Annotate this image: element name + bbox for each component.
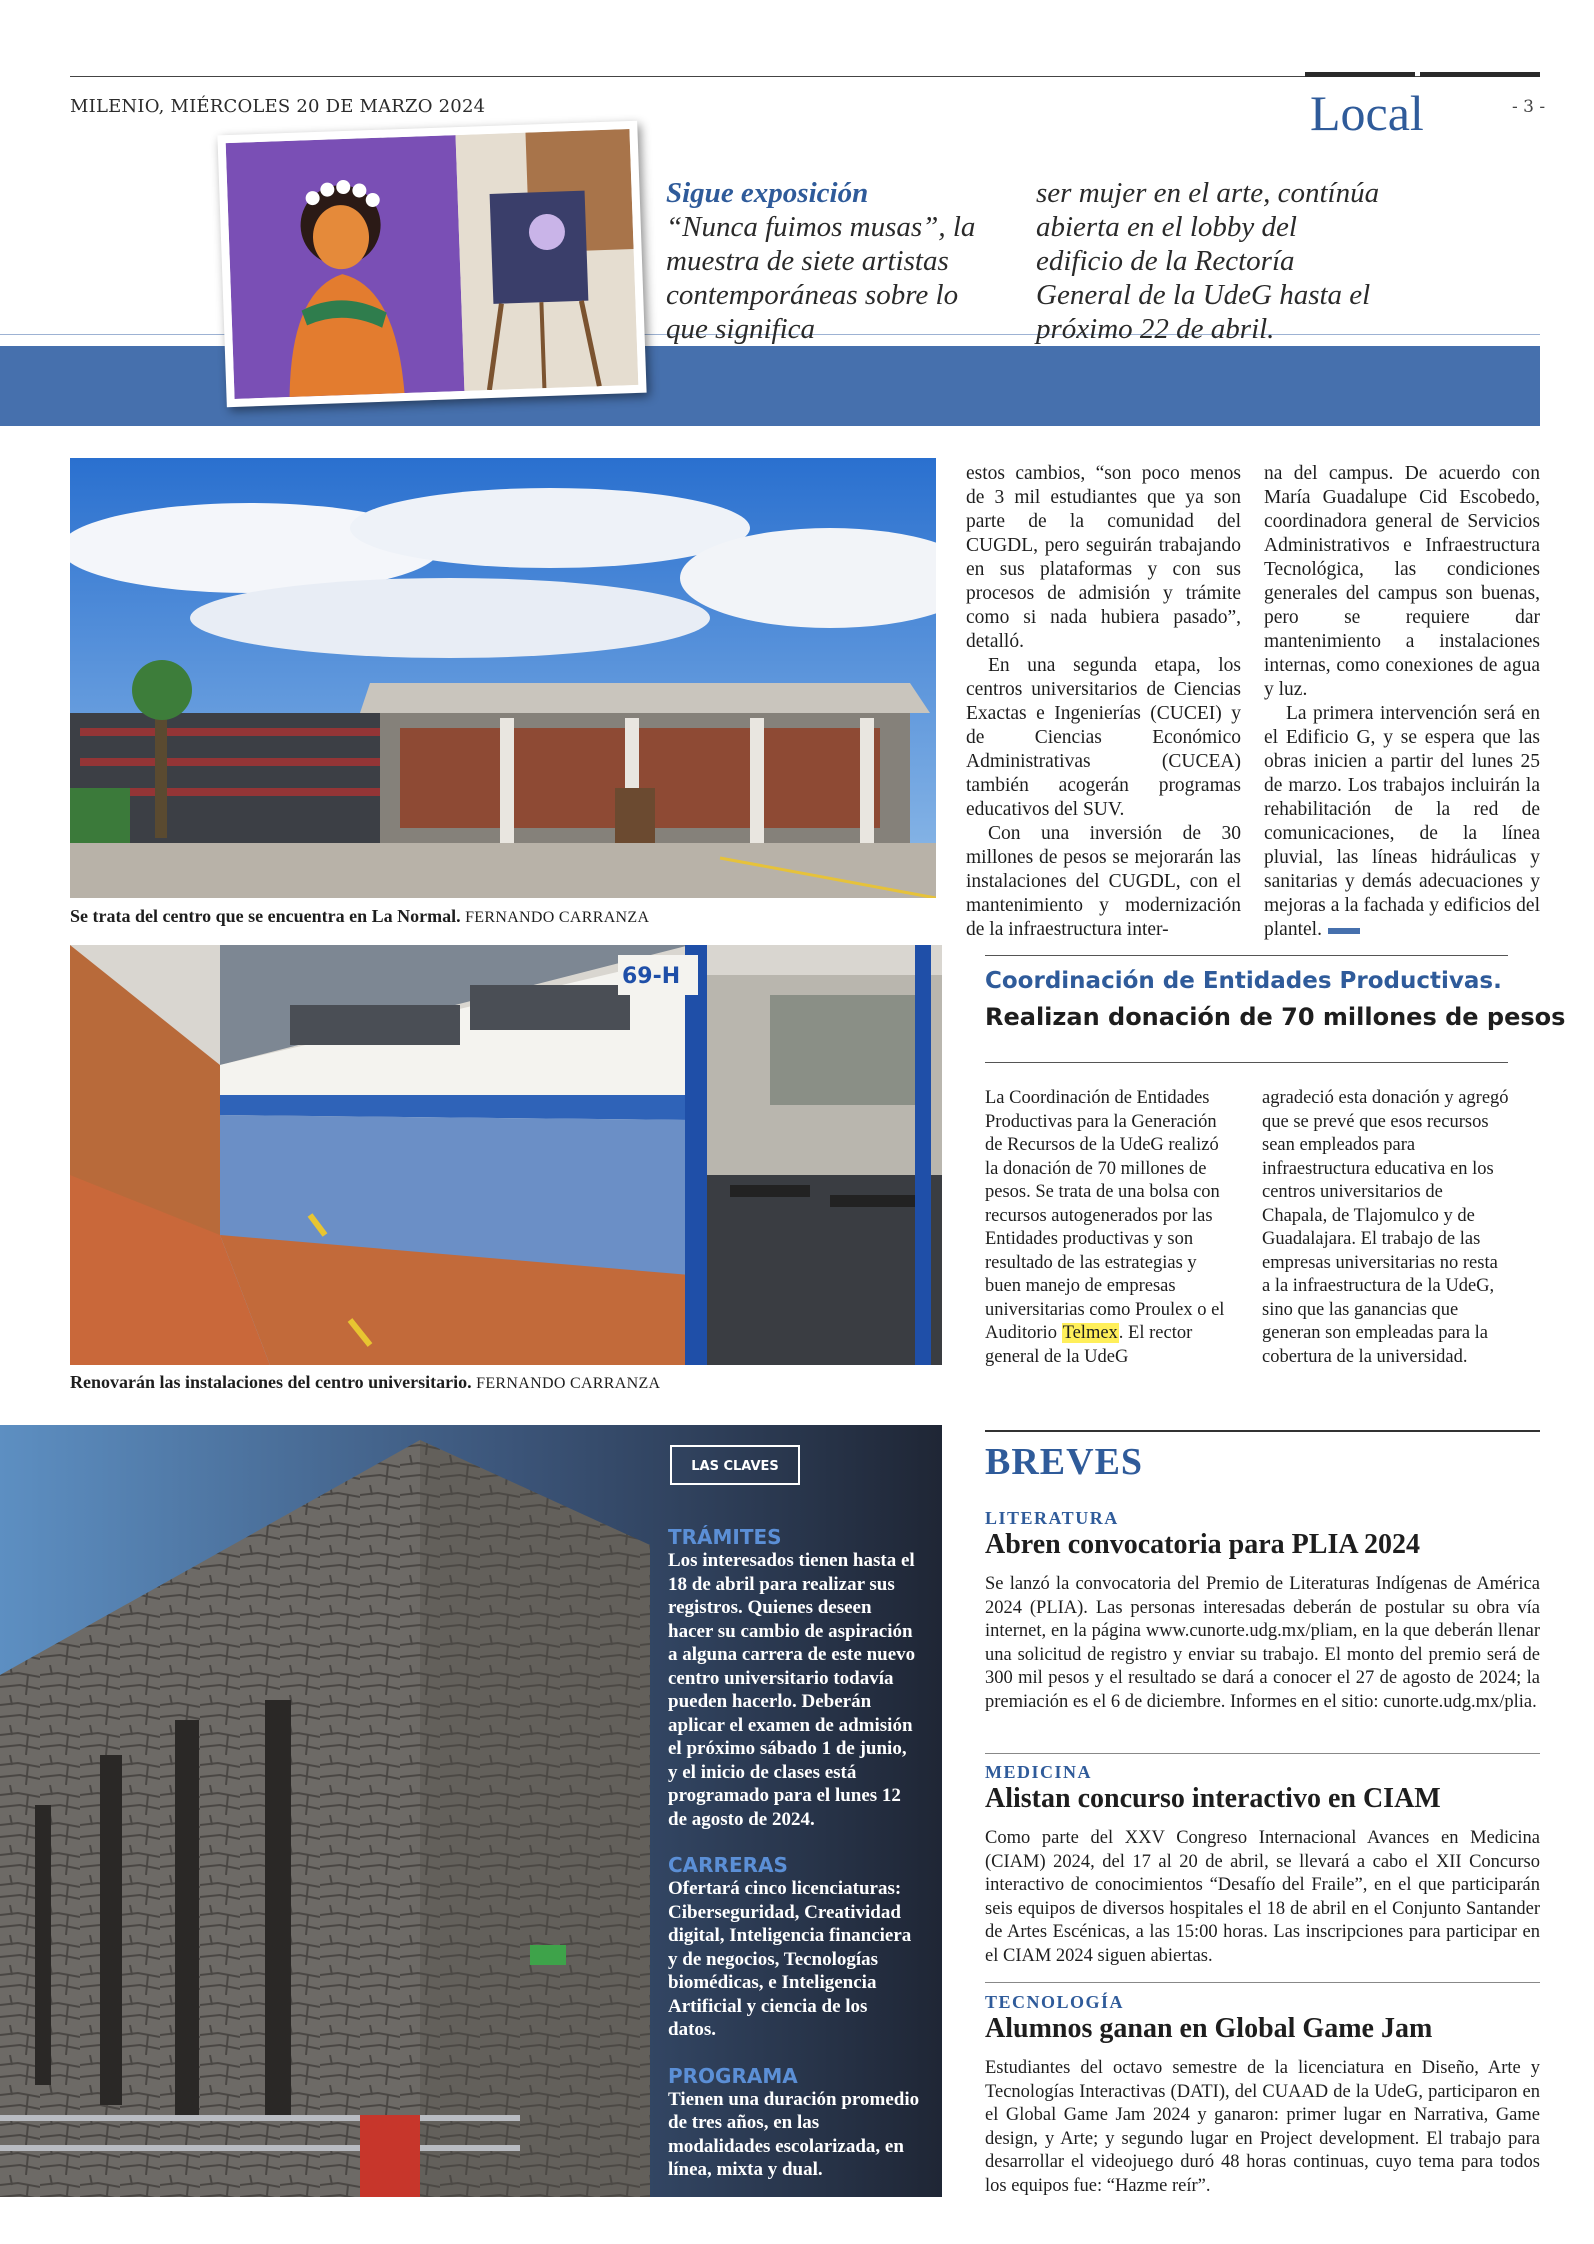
section-title: Local xyxy=(1310,85,1424,141)
paragraph: Con una inversión de 30 millones de pesos se mejorarán las instalaciones del CUGDL, con el mantenimiento y modernización de la infraestructura inter- xyxy=(966,823,1241,940)
section-bar xyxy=(1305,72,1415,77)
donation-rule-top xyxy=(985,955,1508,956)
breve-text: Se lanzó la convocatoria del Premio de Literaturas Indígenas de América 2024 (PLIA). Las personas interesadas deberán de postular su obra vía internet, en la página www.cunorte.udg.mx/pliam, en la que deberán llenar una solicitud de registro y enviar su trabajo. El monto del premio será de 300 mil pesos y el resultado se dará a conocer el 27 de agosto de 2024; la premiación es el 6 de diciembre. Informes en el sitio: cunorte.udg.mx/plia. xyxy=(985,1574,1540,1712)
building-photo xyxy=(70,458,936,898)
donation-kicker: Coordinación de Entidades Productivas. xyxy=(985,968,1502,994)
hallway-photo-image xyxy=(70,945,942,1365)
breve-headline: Alumnos ganan en Global Game Jam xyxy=(985,2013,1433,2044)
claves-item-text: Los interesados tienen hasta el 18 de abril para realizar sus registros. Quienes deseen hacer su cambio de aspiración a alguna carrera de este nuevo centro universitario todavía pueden hacerlo. Deberán aplicar el examen de admisión el próximo sábado 1 de junio, y el inicio de clases está programado para el lunes 12 de agosto de 2024. xyxy=(668,1550,916,1830)
donation-rule-bottom xyxy=(985,1062,1508,1063)
breve-category: LITERATURA xyxy=(985,1508,1119,1528)
photo1-caption-text: Se trata del centro que se encuentra en La Normal. xyxy=(70,906,461,926)
highlighted-word: Telmex xyxy=(1062,1323,1118,1343)
claves-items xyxy=(668,1525,920,2182)
paragraph-text: La primera intervención será en el Edificio G, y se espera que las obras inicien a partir del lunes 25 de marzo. Los trabajos incluirán la rehabilitación de la red de comunicaciones, de la línea pluvial, las líneas hidráulicas y sanitarias y demás adecuaciones y mejoras a la fachada y edificios del plantel. xyxy=(1264,703,1540,940)
building-photo-image xyxy=(70,458,936,898)
breve-category: TECNOLOGÍA xyxy=(985,1992,1125,2012)
brief-col-1 xyxy=(666,176,996,346)
breve-headline: Abren convocatoria para PLIA 2024 xyxy=(985,1529,1421,1560)
claves-item-text: Ofertará cinco licenciaturas: Ciberseguridad, Creatividad digital, Inteligencia financiera y de negocios, Tecnologías biomédicas, e Inteligencia Artificial y ciencia de los datos. xyxy=(668,1878,912,2040)
hallway-photo xyxy=(70,945,942,1365)
page-number: - 3 - xyxy=(1512,97,1546,117)
section-bar xyxy=(1420,72,1540,77)
brief-text-1: “Nunca fuimos musas”, la muestra de siete artistas contemporáneas sobre lo que significa xyxy=(666,211,976,345)
end-mark xyxy=(1328,928,1360,934)
paragraph: En una segunda etapa, los centros universitarios de Ciencias Exactas e Ingenierías (CUCEI) y de Ciencias Económico Administrativas (CUCEA) también acogerán programas educativos del SUV. xyxy=(966,655,1241,820)
article-col-1 xyxy=(966,462,1241,942)
donation-col-2: agradeció esta donación y agregó que se prevé que esos recursos sean empleados para infraestructura educativa en los centros universitarios de Chapala, de Tlajomulco y de Guadalajara. El trabajo de las empresas universitarias no resta a la infraestructura de la UdeG, sino que las ganancias que generan son empleadas para la cobertura de la universidad. xyxy=(1262,1088,1509,1367)
donation-text: . El rector general de la UdeG xyxy=(985,1323,1193,1367)
breve-divider xyxy=(985,1753,1540,1754)
breve-category: MEDICINA xyxy=(985,1762,1093,1782)
room-sign: 69-H xyxy=(622,964,681,989)
claves-item-title: PROGRAMA xyxy=(668,2063,798,2088)
claves-box xyxy=(0,1425,942,2197)
masthead: MILENIO, MIÉRCOLES 20 DE MARZO 2024 xyxy=(70,96,486,117)
claves-item-text: Tienen una duración promedio de tres años, en las modalidades escolarizada, en línea, mixta y dual. xyxy=(668,2088,920,2180)
brief-title: Sigue exposición xyxy=(666,177,869,209)
brief-col-2 xyxy=(1036,176,1381,346)
photo2-caption-text: Renovarán las instalaciones del centro universitario. xyxy=(70,1372,472,1392)
brief-text-2: ser mujer en el arte, contínúa abierta en el lobby del edificio de la Rectoría General de la UdeG hasta el próximo 22 de abril. xyxy=(1036,177,1380,345)
donation-headline: Realizan donación de 70 millones de pesos xyxy=(985,1003,1566,1031)
donation-col-1 xyxy=(985,1087,1225,1369)
breve-tecnologia xyxy=(985,1992,1540,2198)
paragraph xyxy=(1264,702,1540,942)
article-col-2 xyxy=(1264,462,1540,942)
exhibit-photo-image xyxy=(226,129,639,399)
breve-text: Estudiantes del octavo semestre de la licenciatura en Diseño, Arte y Tecnologías Interactivas (DATI), del CUAAD de la UdeG, participaron en el Global Game Jam 2024 y ganaron: primer lugar en Narrativa, Game design, y Arte; y segundo lugar en Project development. El trabajo para desarrollar el videojuego duró 48 horas continuas, cuyo tema para todos los equipos fue: “Hazme reír”. xyxy=(985,2058,1540,2196)
breve-literatura xyxy=(985,1508,1540,1714)
breves-title: BREVES xyxy=(985,1441,1144,1483)
breve-divider xyxy=(985,1982,1540,1983)
donation-text: La Coordinación de Entidades Productivas para la Generación de Recursos de la UdeG realizó la donación de 70 millones de pesos. Se trata de una bolsa con recursos autogenerados por las Entidades productivas y son resultado de las estrategias y buen manejo de empresas universitarias como Proulex o el Auditorio xyxy=(985,1088,1225,1343)
paragraph: estos cambios, “son poco menos de 3 mil estudiantes que ya son parte de la comunidad del CUGDL, pero seguirán trabajando en sus plataformas y con sus procesos de admisión y trámite como si nada hubiera pasado”, detalló. xyxy=(966,463,1241,652)
paragraph: na del campus. De acuerdo con María Guadalupe Cid Escobedo, coordinadora general de Servicios Administrativos e Infraestructura Tecnológica, las condiciones generales del campus son buenas, pero se requiere dar mantenimiento a instalaciones internas, como conexiones de agua y luz. xyxy=(1264,463,1540,700)
photo2-caption xyxy=(70,1372,660,1393)
claves-item-title: CARRERAS xyxy=(668,1853,788,1877)
photo2-credit: FERNANDO CARRANZA xyxy=(476,1375,661,1392)
claves-label: LAS CLAVES xyxy=(670,1445,800,1485)
exhibit-photo xyxy=(217,121,646,407)
breves-rule xyxy=(985,1430,1540,1432)
breve-text: Como parte del XXV Congreso Internacional Avances en Medicina (CIAM) 2024, del 17 al 20 de abril, se llevará a cabo el XII Concurso interactivo de conocimientos “Desafío del Fraile”, en el que participarán seis equipos de diversos hospitales el 18 de abril en el Conjunto Santander de Artes Escénicas, a las 15:00 horas. Las inscripciones para participar en el CIAM 2024 siguen abiertas. xyxy=(985,1828,1540,1966)
photo1-caption xyxy=(70,906,649,927)
breve-headline: Alistan concurso interactivo en CIAM xyxy=(985,1783,1441,1814)
claves-item-title: TRÁMITES xyxy=(668,1525,782,1549)
photo1-credit: FERNANDO CARRANZA xyxy=(465,909,650,926)
breve-medicina xyxy=(985,1762,1540,1968)
